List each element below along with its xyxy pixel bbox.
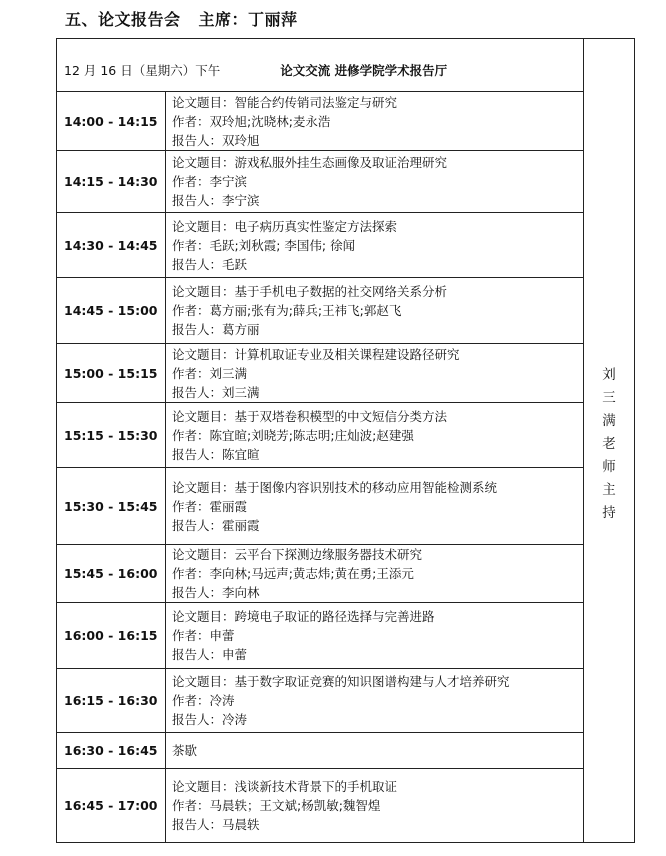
talk-info [166,545,584,603]
talk-info [166,344,584,403]
paper-authors: 作者：双玲旭;沈晓林;麦永浩 [172,113,331,129]
schedule-header-row [57,39,635,92]
time-slot: 16:00 - 16:15 [57,603,166,669]
table-row [57,278,635,344]
paper-title: 论文题目：云平台下探测边缘服务器技术研究 [172,547,423,562]
host-cell [584,39,635,843]
paper-authors: 作者：刘三满 [172,365,248,381]
time-slot: 14:30 - 14:45 [57,213,166,278]
paper-title: 论文题目：基于双塔卷积模型的中文短信分类方法 [172,408,448,424]
paper-presenter: 报告人：葛方丽 [172,322,260,337]
paper-title: 论文题目：电子病历真实性鉴定方法探索 [172,218,398,234]
paper-authors: 作者：葛方丽;张有为;薛兵;王祎飞;郭赵飞 [172,303,402,318]
paper-title: 论文题目：浅谈新技术背景下的手机取证 [172,779,398,794]
talk-info [166,669,584,733]
table-row [57,669,635,733]
time-slot: 14:45 - 15:00 [57,278,166,344]
talk-info [166,468,584,545]
time-slot: 15:30 - 15:45 [57,468,166,545]
talk-info [166,403,584,468]
talk-info [166,92,584,151]
paper-presenter: 报告人：陈宜暄 [172,446,260,462]
paper-authors: 作者：李向林;马远声;黄志炜;黄在勇;王添元 [172,566,414,581]
table-row [57,603,635,669]
paper-authors: 作者：冷涛 [172,693,235,708]
paper-authors: 作者：霍丽霞 [172,498,248,514]
paper-authors: 作者：申蕾 [172,628,235,643]
paper-title: 论文题目：基于手机电子数据的社交网络关系分析 [172,284,448,299]
paper-presenter: 报告人：毛跃 [172,256,248,272]
schedule-table [56,38,635,843]
paper-title: 论文题目：基于图像内容识别技术的移动应用智能检测系统 [172,479,498,495]
paper-presenter: 报告人：李向林 [172,585,260,600]
table-row [57,92,635,151]
paper-authors: 作者：李宁滨 [172,174,248,189]
time-slot: 15:15 - 15:30 [57,403,166,468]
paper-presenter: 报告人：双玲旭 [172,132,260,148]
paper-presenter: 报告人：李宁滨 [172,193,260,208]
host-label: 刘三满老师主持 [602,367,616,521]
talk-info [166,213,584,278]
time-slot: 16:45 - 17:00 [57,769,166,843]
table-row [57,403,635,468]
talk-info [166,603,584,669]
chair-label: 主席：丁丽萍 [198,10,298,29]
section-title: 五、论文报告会 [65,10,181,29]
time-slot: 16:15 - 16:30 [57,669,166,733]
time-slot: 14:15 - 14:30 [57,151,166,213]
table-row [57,344,635,403]
paper-authors: 作者：毛跃;刘秋霞; 李国伟; 徐闻 [172,237,356,253]
session-venue: 论文交流 进修学院学术报告厅 [280,63,448,78]
paper-title: 论文题目：基于数字取证竞赛的知识图谱构建与人才培养研究 [172,674,510,689]
session-date: 12 月 16 日（星期六）下午 [64,63,221,78]
talk-info [166,278,584,344]
paper-authors: 作者：马晨轶；王文斌;杨凯敏;魏智煌 [172,798,381,813]
time-slot: 15:45 - 16:00 [57,545,166,603]
table-row [57,769,635,843]
session-header-cell [57,39,584,92]
paper-title: 论文题目：智能合约传销司法鉴定与研究 [172,94,398,110]
time-slot: 16:30 - 16:45 [57,733,166,769]
paper-authors: 作者：陈宜暄;刘晓芳;陈志明;庄灿波;赵建强 [172,427,414,443]
paper-title: 论文题目：计算机取证专业及相关课程建设路径研究 [172,346,460,362]
break-label: 茶歇 [166,733,584,769]
paper-presenter: 报告人：马晨轶 [172,817,260,832]
table-row [57,213,635,278]
section-heading [65,7,298,33]
paper-title: 论文题目：游戏私服外挂生态画像及取证治理研究 [172,155,448,170]
table-row-break [57,733,635,769]
table-row [57,468,635,545]
paper-presenter: 报告人：申蕾 [172,647,248,662]
time-slot: 15:00 - 15:15 [57,344,166,403]
table-row [57,151,635,213]
time-slot: 14:00 - 14:15 [57,92,166,151]
talk-info [166,769,584,843]
table-row [57,545,635,603]
paper-title: 论文题目：跨境电子取证的路径选择与完善进路 [172,609,435,624]
paper-presenter: 报告人：霍丽霞 [172,517,260,533]
talk-info [166,151,584,213]
paper-presenter: 报告人：冷涛 [172,712,248,727]
paper-presenter: 报告人：刘三满 [172,384,260,400]
